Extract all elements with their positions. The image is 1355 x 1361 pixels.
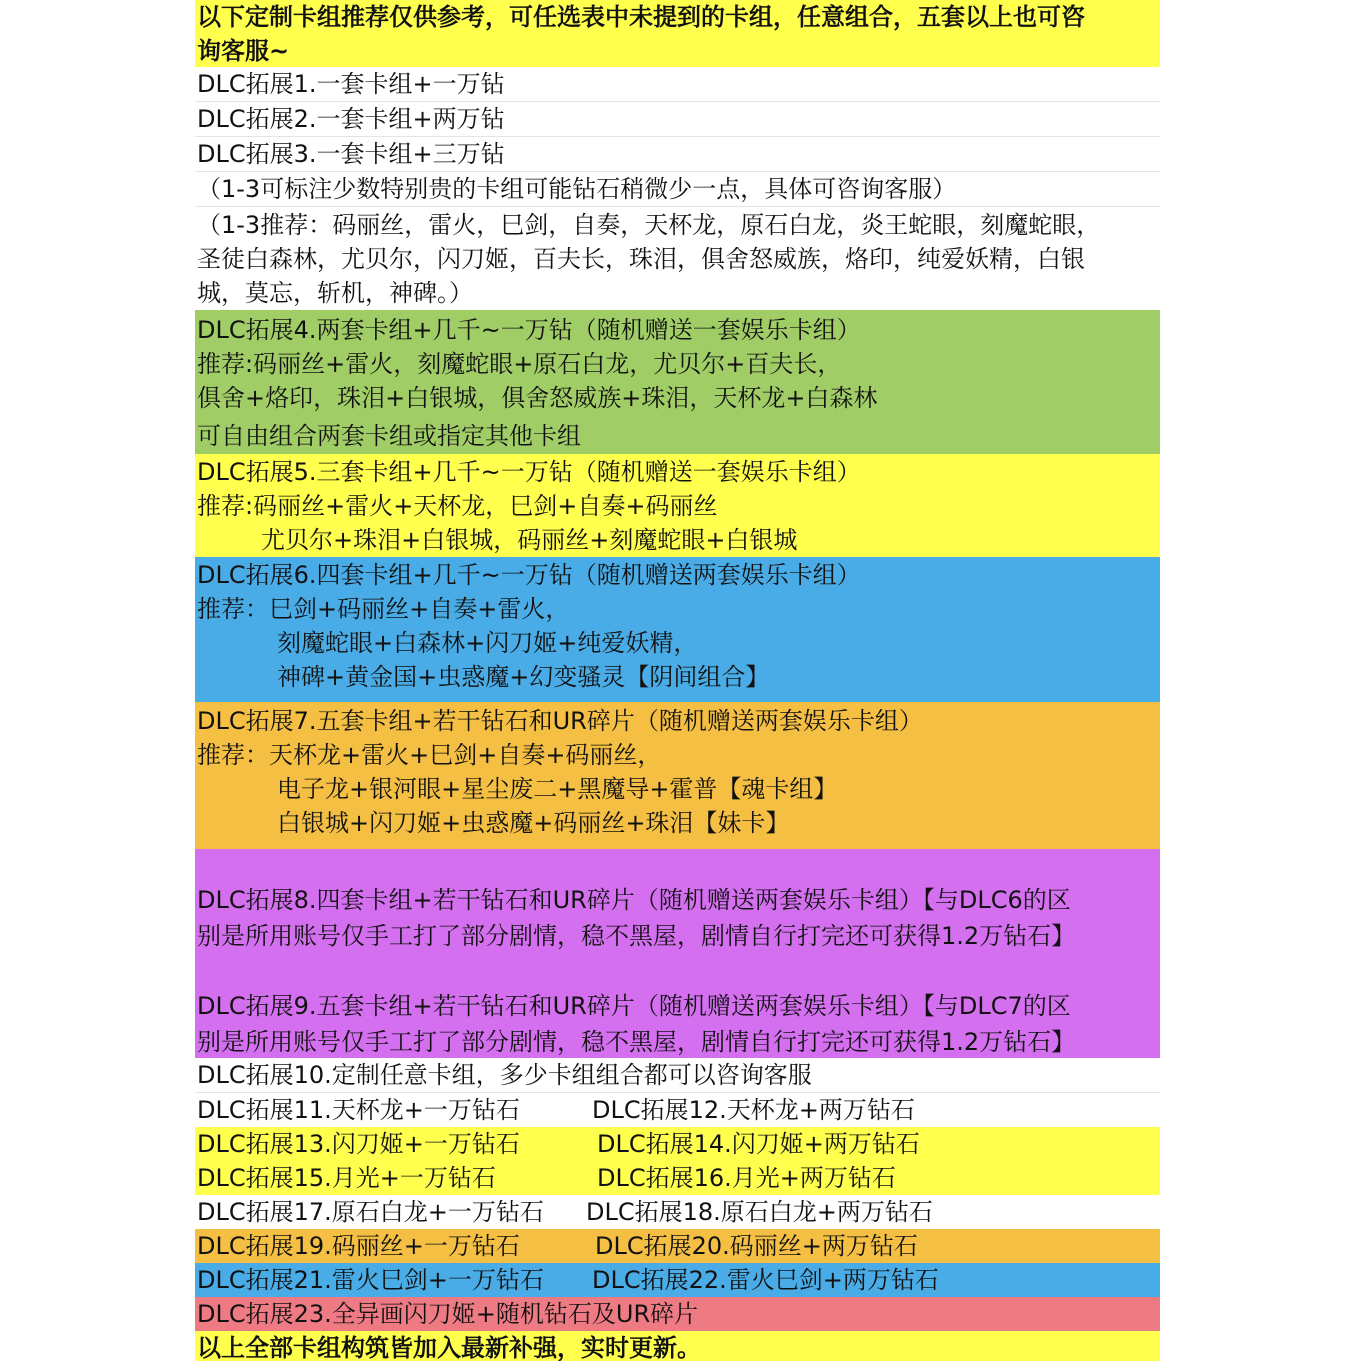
price-sheet — [195, 0, 1160, 1361]
block-dlc4 — [195, 310, 1160, 454]
dlc1-text: DLC拓展1.一套卡组+一万钻 — [197, 70, 505, 98]
dlc16-text: DLC拓展16.月光+两万钻石 — [597, 1164, 896, 1192]
dlc17-text: DLC拓展17.原石白龙+一万钻石 — [197, 1198, 544, 1226]
dlc12-text: DLC拓展12.天杯龙+两万钻石 — [592, 1096, 915, 1124]
block-dlc13-16 — [195, 1127, 1160, 1195]
dlc22-text: DLC拓展22.雷火巳剑+两万钻石 — [592, 1266, 939, 1294]
row-dlc2 — [195, 102, 1160, 137]
dlc18-text: DLC拓展18.原石白龙+两万钻石 — [586, 1198, 933, 1226]
note-1-3-text: （1-3可标注少数特别贵的卡组可能钻石稍微少一点，具体可咨询客服） — [197, 175, 957, 203]
dlc4-recommend-2: 俱舍+烙印，珠泪+白银城，俱舍怒威族+珠泪，天杯龙+白森林 — [197, 384, 878, 412]
dlc8-line-1: DLC拓展8.四套卡组+若干钻石和UR碎片（随机赠送两套娱乐卡组）【与DLC6的区 — [197, 886, 1071, 914]
dlc3-text: DLC拓展3.一套卡组+三万钻 — [197, 140, 505, 168]
row-dlc11-12 — [195, 1093, 1160, 1127]
row-dlc21-22 — [195, 1263, 1160, 1297]
dlc7-recommend-1: 推荐：天杯龙+雷火+巳剑+自奏+码丽丝， — [197, 741, 662, 769]
header-line-2: 询客服~ — [197, 37, 290, 65]
dlc9-line-2: 别是所用账号仅手工打了部分剧情，稳不黑屋，剧情自行打完还可获得1.2万钻石】 — [197, 1028, 1076, 1056]
dlc11-text: DLC拓展11.天杯龙+一万钻石 — [197, 1096, 520, 1124]
dlc6-recommend-3: 神碑+黄金国+虫惑魔+幻变骚灵【阴间组合】 — [277, 663, 770, 691]
row-dlc23 — [195, 1297, 1160, 1331]
dlc19-text: DLC拓展19.码丽丝+一万钻石 — [197, 1232, 520, 1260]
dlc5-recommend-1: 推荐:码丽丝+雷火+天杯龙，巳剑+自奏+码丽丝 — [197, 492, 718, 520]
header-line-1: 以下定制卡组推荐仅供参考，可任选表中未提到的卡组，任意组合，五套以上也可咨 — [197, 3, 1085, 31]
recommend-1-3-line-2: 圣徒白森林，尤贝尔，闪刀姬，百夫长，珠泪，俱舍怒威族，烙印，纯爱妖精，白银 — [197, 245, 1085, 273]
dlc6-title: DLC拓展6.四套卡组+几千~一万钻（随机赠送两套娱乐卡组） — [197, 561, 861, 589]
dlc4-note: 可自由组合两套卡组或指定其他卡组 — [197, 422, 581, 450]
dlc7-title: DLC拓展7.五套卡组+若干钻石和UR碎片（随机赠送两套娱乐卡组） — [197, 707, 923, 735]
dlc21-text: DLC拓展21.雷火巳剑+一万钻石 — [197, 1266, 544, 1294]
dlc4-title: DLC拓展4.两套卡组+几千~一万钻（随机赠送一套娱乐卡组） — [197, 316, 861, 344]
row-note-1-3 — [195, 172, 1160, 207]
dlc9-line-1: DLC拓展9.五套卡组+若干钻石和UR碎片（随机赠送两套娱乐卡组）【与DLC7的区 — [197, 992, 1071, 1020]
dlc7-recommend-3: 白银城+闪刀姬+虫惑魔+码丽丝+珠泪【妹卡】 — [277, 809, 790, 837]
recommend-1-3-line-3: 城，莫忘，斩机，神碑。） — [197, 279, 473, 307]
dlc8-line-2: 别是所用账号仅手工打了部分剧情，稳不黑屋，剧情自行打完还可获得1.2万钻石】 — [197, 922, 1076, 950]
row-dlc3 — [195, 137, 1160, 172]
footer-notice — [195, 1331, 1160, 1361]
dlc5-title: DLC拓展5.三套卡组+几千~一万钻（随机赠送一套娱乐卡组） — [197, 458, 861, 486]
dlc4-recommend-1: 推荐:码丽丝+雷火，刻魔蛇眼+原石白龙，尤贝尔+百夫长， — [197, 350, 842, 378]
block-dlc5 — [195, 454, 1160, 557]
row-dlc10 — [195, 1058, 1160, 1093]
dlc2-text: DLC拓展2.一套卡组+两万钻 — [197, 105, 505, 133]
row-recommend-1-3 — [195, 207, 1160, 310]
dlc15-text: DLC拓展15.月光+一万钻石 — [197, 1164, 496, 1192]
row-dlc1 — [195, 67, 1160, 102]
dlc5-recommend-2: 尤贝尔+珠泪+白银城，码丽丝+刻魔蛇眼+白银城 — [261, 526, 798, 554]
header-notice — [195, 0, 1160, 67]
footer-text: 以上全部卡组构筑皆加入最新补强，实时更新。 — [197, 1334, 701, 1361]
block-dlc7 — [195, 702, 1160, 849]
block-dlc8-dlc9 — [195, 849, 1160, 1058]
row-dlc17-18 — [195, 1195, 1160, 1229]
block-dlc6 — [195, 557, 1160, 702]
row-dlc19-20 — [195, 1229, 1160, 1263]
dlc6-recommend-2: 刻魔蛇眼+白森林+闪刀姬+纯爱妖精， — [277, 629, 698, 657]
dlc10-text: DLC拓展10.定制任意卡组，多少卡组组合都可以咨询客服 — [197, 1061, 812, 1089]
dlc7-recommend-2: 电子龙+银河眼+星尘废二+黑魔导+霍普【魂卡组】 — [277, 775, 838, 803]
dlc23-text: DLC拓展23.全异画闪刀姬+随机钻石及UR碎片 — [197, 1300, 699, 1328]
dlc6-recommend-1: 推荐：巳剑+码丽丝+自奏+雷火， — [197, 595, 570, 623]
recommend-1-3-line-1: （1-3推荐：码丽丝，雷火，巳剑，自奏，天杯龙，原石白龙，炎王蛇眼，刻魔蛇眼， — [197, 211, 1101, 239]
dlc14-text: DLC拓展14.闪刀姬+两万钻石 — [597, 1130, 920, 1158]
dlc13-text: DLC拓展13.闪刀姬+一万钻石 — [197, 1130, 520, 1158]
dlc20-text: DLC拓展20.码丽丝+两万钻石 — [595, 1232, 918, 1260]
